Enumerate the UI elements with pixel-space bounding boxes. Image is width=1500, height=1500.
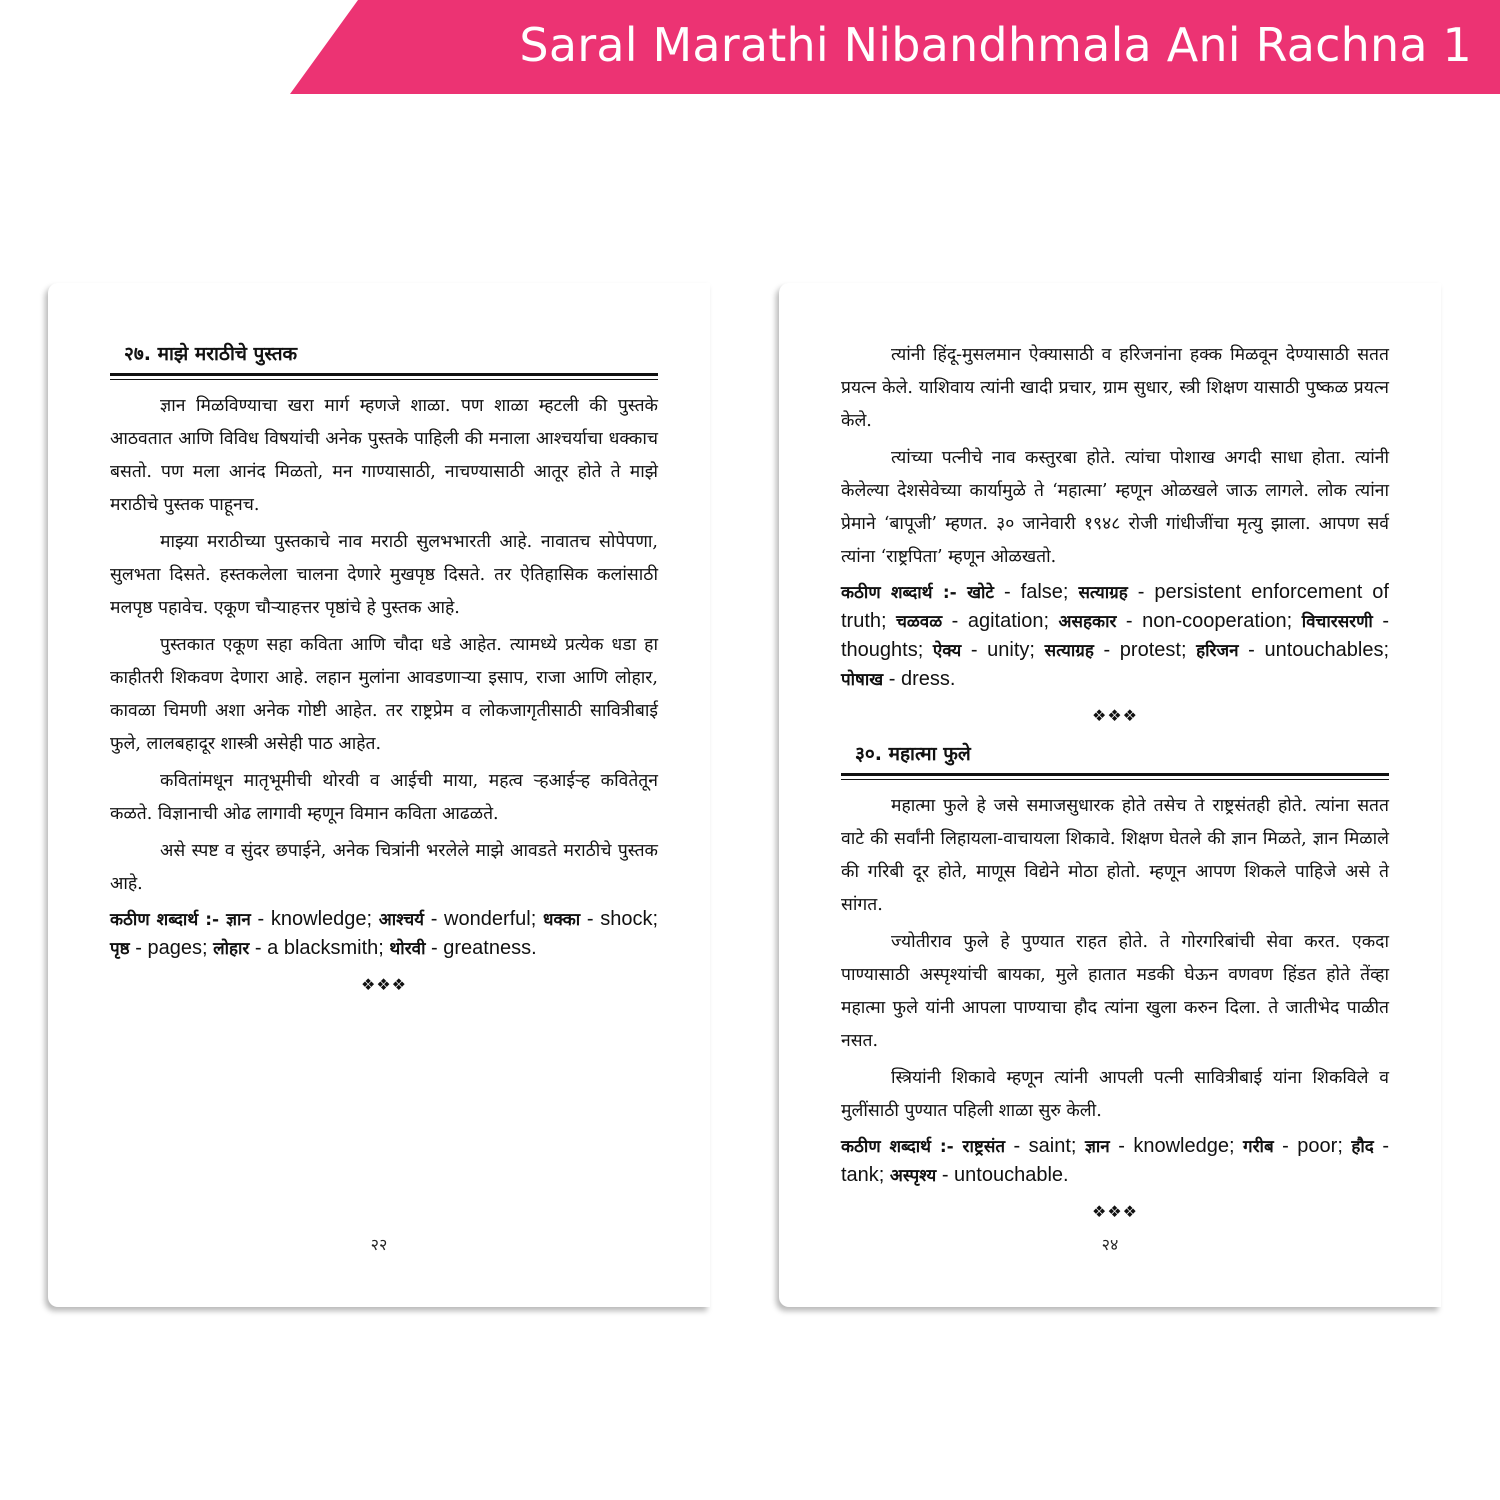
vocab-meaning: - a blacksmith; [249, 937, 390, 959]
vocab-term: लोहार [213, 939, 250, 959]
vocabulary-list [110, 905, 658, 963]
section-title: ३०. महात्मा फुले [855, 743, 971, 765]
vocab-meaning: - wonderful; [424, 908, 543, 930]
vocab-term: अस्पृश्य [889, 1166, 937, 1186]
paragraph: स्त्रियांनी शिकावे म्हणून त्यांनी आपली पत्नी सावित्रीबाई यांना शिकविले व मुलींसाठी पुण्यात पहिली शाळा सुरु केली. [841, 1068, 1389, 1121]
vocab-term: चळवळ [896, 612, 943, 632]
vocab-meaning: - saint; [1005, 1135, 1085, 1157]
vocab-meaning: - tank; [841, 1135, 1389, 1186]
vocab-term: थोरवी [389, 939, 426, 959]
paragraph: पुस्तकात एकूण सहा कविता आणि चौदा धडे आहेत. त्यामध्ये प्रत्येक धडा हा काहीतरी शिकवण देणारा आहे. लहान मुलांना आवडणाऱ्या इसाप, राजा आणि लोहार, कावळा चिमणी अशा अनेक गोष्टी आहेत. तर राष्ट्रप्रेम व लोकजागृतीसाठी सावित्रीबाई फुले, लालबहादूर शास्त्री असेही पाठ आहेत. [110, 635, 658, 754]
paragraph: माझ्या मराठीच्या पुस्तकाचे नाव मराठी सुलभभारती आहे. नावातच सोपेपणा, सुलभता दिसते. हस्तकलेला चालना देणारे मुखपृष्ठ दिसते. तर ऐतिहासिक कलांसाठी मलपृष्ठ पहावेच. एकूण चौऱ्याहत्तर पृष्ठांचे हे पुस्तक आहे. [110, 532, 658, 618]
vocab-meaning: - non-cooperation; [1116, 610, 1302, 632]
vocab-meaning: - thoughts; [841, 610, 1389, 661]
page-number: २२ [370, 1235, 388, 1254]
vocab-meaning: - pages; [129, 937, 214, 959]
title-rule-thick [110, 373, 658, 376]
vocab-term: पृष्ठ [110, 939, 130, 959]
vocab-term: सत्याग्रह [1078, 583, 1128, 603]
vocab-term: सत्याग्रह [1044, 641, 1094, 661]
vocab-term: असहकार [1058, 612, 1117, 632]
paragraph: त्यांनी हिंदू-मुसलमान ऐक्यासाठी व हरिजनांना हक्क मिळवून देण्यासाठी सतत प्रयत्न केले. याशिवाय त्यांनी खादी प्रचार, ग्राम सुधार, स्त्री शिक्षण यासाठी पुष्कळ प्रयत्न केले. [841, 345, 1389, 431]
left-page-content [110, 339, 658, 994]
right-page-content [841, 339, 1389, 1221]
paragraph: कवितांमधून मातृभूमीची थोरवी व आईची माया, महत्व ऱ्हआईऱ्ह कवितेतून कळते. विज्ञानाची ओढ लागावी म्हणून विमान कविता आढळते. [110, 771, 658, 824]
vocabulary-list [841, 578, 1389, 694]
vocab-meaning: - persistent enforcement of truth; [841, 581, 1389, 632]
vocab-term: हरिजन [1196, 641, 1239, 661]
vocab-term: धक्का [543, 910, 581, 930]
ornament-divider: ❖❖❖ [1091, 1202, 1139, 1221]
vocab-meaning: - false; [993, 581, 1079, 603]
vocab-meaning: - agitation; [942, 610, 1059, 632]
title-rule-thin [841, 779, 1389, 780]
paragraph: त्यांच्या पत्नीचे नाव कस्तुरबा होते. त्यांचा पोशाख अगदी साधा होता. त्यांनी केलेल्या देशसेवेच्या कार्यामुळे ते ‘महात्मा’ म्हणून ओळखले जाऊ लागले. लोक त्यांना प्रेमाने ‘बापूजी’ म्हणत. ३० जानेवारी १९४८ रोजी गांधीजींचा मृत्यु झाला. आपण सर्व त्यांना ‘राष्ट्रपिता’ म्हणून ओळखतो. [841, 448, 1389, 567]
vocab-meaning: - knowledge; [250, 908, 379, 930]
vocab-meaning: - poor; [1273, 1135, 1352, 1157]
page-number: २४ [1101, 1235, 1119, 1254]
vocab-meaning: - untouchable. [936, 1164, 1069, 1186]
vocab-term: ज्ञान [1084, 1137, 1110, 1157]
vocab-term: गरीब [1243, 1137, 1274, 1157]
vocab-term: कठीण शब्दार्थ :- राष्ट्रसंत [841, 1137, 1006, 1157]
vocab-term: पोषाख [841, 670, 884, 690]
paragraph: असे स्पष्ट व सुंदर छपाईने, अनेक चित्रांनी भरलेले माझे आवडते मराठीचे पुस्तक आहे. [110, 841, 658, 894]
banner-title: Saral Marathi Nibandhmala Ani Rachna 1 [519, 18, 1472, 72]
vocab-term: विचारसरणी [1301, 612, 1373, 632]
left-page [48, 283, 710, 1307]
title-rule-thin [110, 379, 658, 380]
vocab-meaning: - untouchables; [1238, 639, 1389, 661]
vocabulary-list [841, 1132, 1389, 1190]
paragraph: महात्मा फुले हे जसे समाजसुधारक होते तसेच ते राष्ट्रसंतही होते. त्यांना सतत वाटे की सर्वांनी लिहायला-वाचायला शिकावे. शिक्षण घेतले की ज्ञान मिळते, ज्ञान मिळाले की गरिबी दूर होते, माणूस विद्येने मोठा होतो. म्हणून आपण शिकले पाहिजे असे ते सांगत. [841, 796, 1389, 915]
ornament-divider: ❖❖❖ [360, 975, 408, 994]
vocab-meaning: - protest; [1093, 639, 1197, 661]
vocab-term: कठीण शब्दार्थ :- ज्ञान [110, 910, 251, 930]
vocab-meaning: - shock; [580, 908, 659, 930]
vocab-term: कठीण शब्दार्थ :- खोटे [841, 583, 994, 603]
right-page [779, 283, 1441, 1307]
vocab-meaning: - unity; [961, 639, 1045, 661]
ornament-divider: ❖❖❖ [1091, 706, 1139, 725]
section-title: २७. माझे मराठीचे पुस्तक [124, 343, 298, 365]
vocab-meaning: - dress. [883, 668, 956, 690]
paragraph: ज्ञान मिळविण्याचा खरा मार्ग म्हणजे शाळा. पण शाळा म्हटली की पुस्तके आठवतात आणि विविध विषयांची अनेक पुस्तके पाहिली की मनाला आश्चर्याचा धक्काच बसतो. पण मला आनंद मिळतो, मन गाण्यासाठी, नाचण्यासाठी आतूर होते ते माझे मराठीचे पुस्तक पाहूनच. [110, 396, 658, 515]
title-rule-thick [841, 773, 1389, 776]
paragraph: ज्योतीराव फुले हे पुण्यात राहत होते. ते गोरगरिबांची सेवा करत. एकदा पाण्यासाठी अस्पृश्यांची बायका, मुले हातात मडकी घेऊन वणवण हिंडत होते तेंव्हा महात्मा फुले यांनी आपला पाण्याचा हौद त्यांना खुला करुन दिला. ते जातीभेद पाळीत नसत. [841, 932, 1389, 1051]
vocab-meaning: - greatness. [425, 937, 537, 959]
vocab-meaning: - knowledge; [1109, 1135, 1244, 1157]
vocab-term: ऐक्य [932, 641, 962, 661]
vocab-term: हौद [1351, 1137, 1374, 1157]
vocab-term: आश्चर्य [378, 910, 425, 930]
